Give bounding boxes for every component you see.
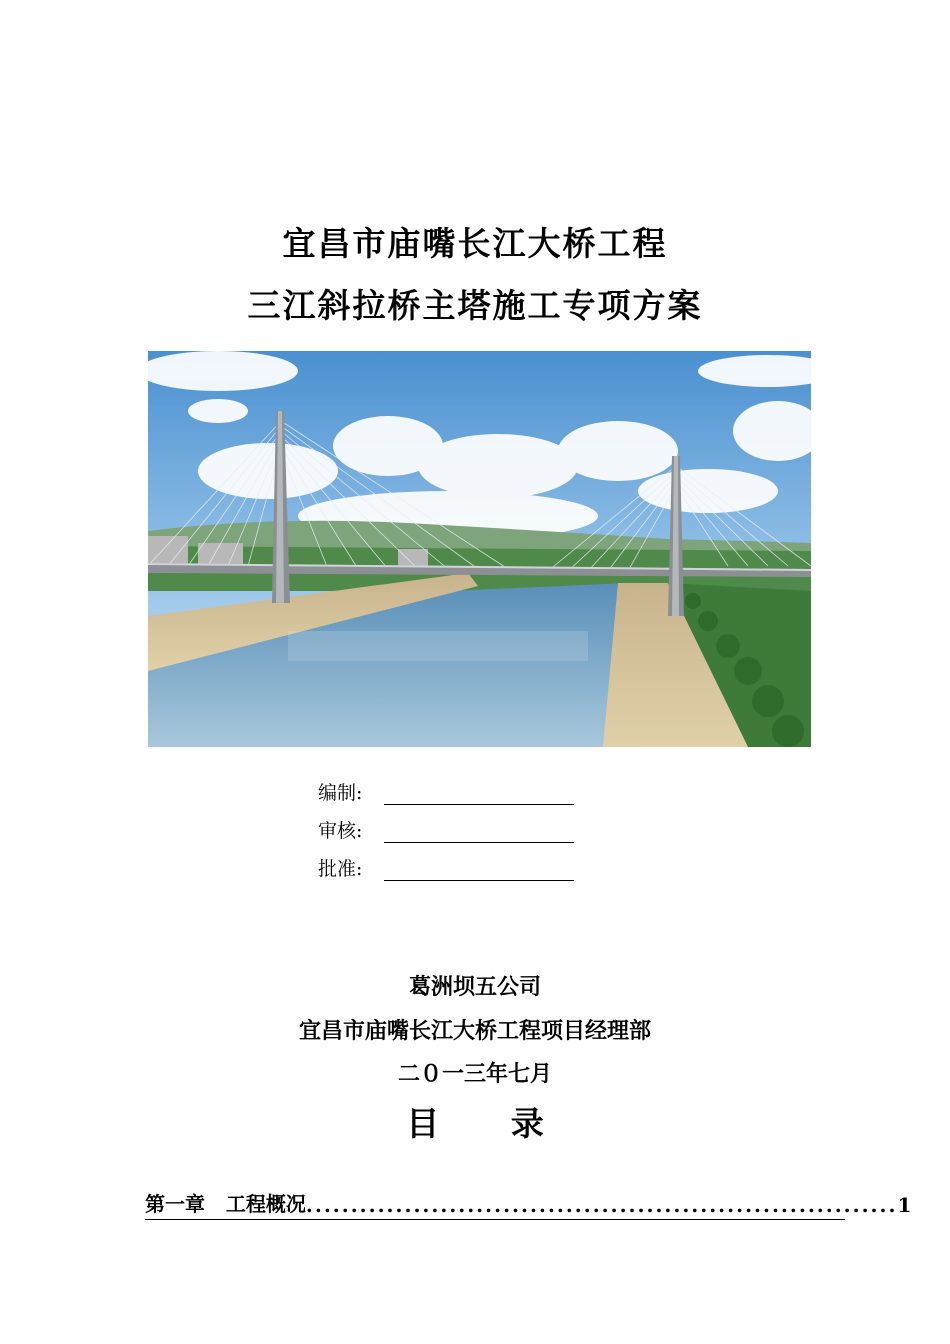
toc-entry-title: 工程概况 bbox=[225, 1192, 306, 1216]
document-title-line1: 宜昌市庙嘴长江大桥工程 bbox=[282, 224, 668, 263]
bridge-rendering-image bbox=[148, 351, 811, 747]
signature-label: 编制: bbox=[318, 782, 363, 804]
signature-line bbox=[384, 820, 574, 843]
signature-label: 审核: bbox=[318, 820, 363, 842]
signature-label: 批准: bbox=[318, 858, 363, 880]
department-name: 宜昌市庙嘴长江大桥工程项目经理部 bbox=[298, 1018, 651, 1044]
signature-line bbox=[384, 858, 574, 881]
signature-line bbox=[384, 782, 574, 805]
toc-leader-dots: .................................................................. bbox=[305, 1193, 898, 1217]
document-date: 二０一三年七月 bbox=[397, 1061, 552, 1087]
toc-page-number: 1 bbox=[897, 1193, 912, 1217]
company-name: 葛洲坝五公司 bbox=[408, 974, 541, 1000]
toc-chapter: 第一章 bbox=[145, 1192, 205, 1216]
toc-heading: 目 录 bbox=[406, 1104, 574, 1143]
document-title-line2: 三江斜拉桥主塔施工专项方案 bbox=[247, 286, 703, 325]
signature-row-compiler bbox=[318, 779, 574, 805]
signature-row-reviewer bbox=[318, 817, 574, 843]
toc-entry[interactable] bbox=[145, 1188, 912, 1220]
signature-row-approver bbox=[318, 855, 574, 881]
